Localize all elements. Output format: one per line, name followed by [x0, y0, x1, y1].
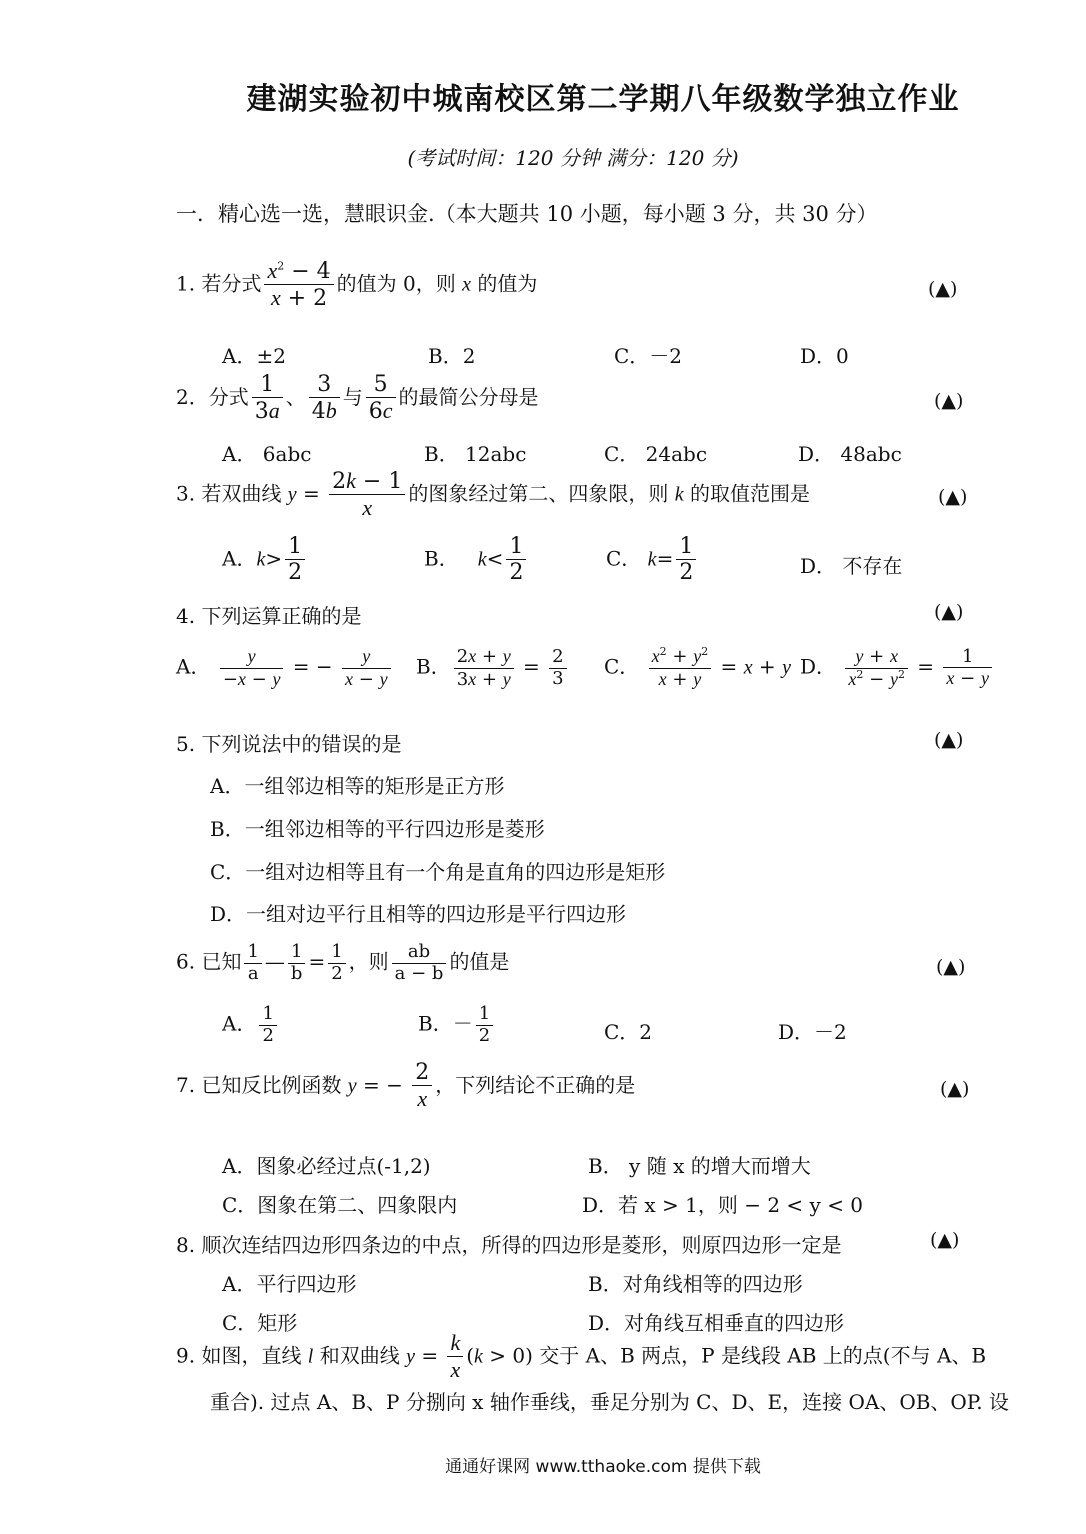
q4-option-b: B． $\frac{2x + y}{3x + y}$ = $\frac{2}{3}$: [416, 646, 570, 690]
q3-option-d: D． 不存在: [800, 554, 903, 578]
q8-option-c: C．矩形: [222, 1311, 298, 1335]
page-title: 建湖实验初中城南校区第二学期八年级数学独立作业: [246, 82, 960, 117]
answer-mark-2: (▲): [934, 390, 964, 412]
q1-option-d: D．0: [800, 344, 849, 368]
q1-option-c: C．－2: [614, 344, 683, 368]
q2-fraction-1: $\frac{1}{3a}$: [252, 372, 283, 425]
q8-option-a: A．平行四边形: [222, 1272, 357, 1296]
question-9-line-1: 9. 如图，直线 l 和双曲线 y = $\frac{k}{x}$ (k > 0) 交于 A、B 两点，P 是线段 AB 上的点(不与 A、B: [176, 1330, 987, 1383]
q4-option-d: D． $\frac{y + x}{x^2 - y^2}$ = $\frac{1}{x - y}$: [800, 646, 995, 690]
question-3: 3. 若双曲线 y = $\frac{2k - 1}{x}$ 的图象经过第二、四象限，则 k 的取值范围是: [176, 468, 810, 521]
exam-info: (考试时间：120 分钟 满分：120 分): [407, 146, 739, 170]
question-4: 4. 下列运算正确的是: [176, 604, 362, 628]
question-7: 7. 已知反比例函数 y = − $\frac{2}{x}$ ，下列结论不正确的是: [176, 1060, 636, 1112]
answer-mark-3: (▲): [938, 486, 968, 508]
q3-option-a: A．k> $\frac{1}{2}$: [222, 534, 308, 586]
q2-option-d: D． 48abc: [798, 442, 902, 466]
q6-option-d: D．－2: [778, 1020, 847, 1044]
q7-text-2: ，下列结论不正确的是: [435, 1072, 636, 1097]
q7-option-a: A．图象必经过点(-1,2): [222, 1154, 431, 1178]
q1-option-a: A．±2: [222, 344, 286, 368]
answer-mark-5: (▲): [934, 729, 964, 751]
q6-text: 6. 已知: [176, 949, 242, 974]
question-2: [176, 372, 539, 425]
q3-option-b: B． k< $\frac{1}{2}$: [424, 534, 529, 586]
question-1: [176, 258, 537, 312]
q7-option-d: D．若 x > 1，则 − 2 < y < 0: [582, 1193, 864, 1217]
q2-fraction-3: $\frac{5}{6c}$: [366, 372, 396, 425]
q2-option-c: C． 24abc: [604, 442, 708, 466]
q1-var: x: [462, 273, 471, 296]
page-footer: 通通好课网 www.tthaoke.com 提供下载: [445, 1457, 761, 1477]
answer-mark-6: (▲): [936, 956, 966, 978]
answer-mark-7: (▲): [940, 1078, 970, 1100]
q8-option-d: D．对角线互相垂直的四边形: [588, 1311, 845, 1335]
q6-option-a: A． $\frac{1}{2}$: [222, 1004, 280, 1046]
q3-var: k: [674, 483, 684, 506]
q2-sep-2: 与: [342, 384, 363, 409]
q2-option-b: B． 12abc: [424, 442, 527, 466]
q3-text: 3. 若双曲线: [176, 481, 288, 506]
q5-option-b: B．一组邻边相等的平行四边形是菱形: [210, 817, 545, 841]
q2-sep-1: 、: [285, 384, 306, 409]
q6-option-c: C．2: [604, 1020, 653, 1044]
q3-fraction: $\frac{2k - 1}{x}$: [329, 468, 405, 522]
q5-option-c: C．一组对边相等且有一个角是直角的四边形是矩形: [210, 860, 666, 884]
q7-option-c: C．图象在第二、四象限内: [222, 1193, 458, 1217]
question-9-line-2: 重合). 过点 A、B、P 分捌向 x 轴作垂线，垂足分别为 C、D、E，连接 OA、OB、OP. 设: [210, 1390, 1009, 1414]
answer-mark-1: (▲): [928, 278, 958, 300]
q1-text: 1. 若分式: [176, 271, 262, 296]
question-6: 6. 已知 $\frac{1}{a}$ — $\frac{1}{b}$ = $\frac{1}{2}$ ，则 $\frac{ab}{a - b}$ 的值是: [176, 941, 510, 984]
q3-option-c: C． k= $\frac{1}{2}$: [606, 534, 699, 586]
q1-text-3: 的值为: [470, 271, 538, 296]
q4-option-a: A． $\frac{y}{-x - y}$ = − $\frac{y}{x - y}$: [176, 646, 394, 690]
q1-option-b: B．2: [428, 344, 476, 368]
answer-mark-8: (▲): [930, 1229, 960, 1251]
q8-option-b: B．对角线相等的四边形: [588, 1272, 803, 1296]
q5-option-a: A．一组邻边相等的矩形是正方形: [210, 774, 505, 798]
q3-text-2: 的图象经过第二、四象限，则: [408, 481, 675, 506]
q1-text-2: 的值为 0，则: [336, 271, 463, 296]
q6-option-b: B．－ $\frac{1}{2}$: [418, 1004, 496, 1046]
section-heading: 一．精心选一选，慧眼识金.（本大题共 10 小题，每小题 3 分，共 30 分）: [176, 202, 878, 226]
q5-option-d: D．一组对边平行且相等的四边形是平行四边形: [210, 902, 627, 926]
q2-text-2: 的最简公分母是: [398, 384, 539, 409]
q1-fraction: $\frac{x^2 - 4}{x + 2}$: [264, 258, 333, 312]
q6-text-2: ，则: [348, 949, 389, 974]
q2-text: 2．分式: [176, 384, 249, 409]
q6-text-3: 的值是: [449, 949, 510, 974]
q2-option-a: A． 6abc: [222, 442, 312, 466]
q3-text-3: 的取值范围是: [683, 481, 810, 506]
q7-text: 7. 已知反比例函数: [176, 1072, 348, 1097]
question-8: 8. 顺次连结四边形四条边的中点，所得的四边形是菱形，则原四边形一定是: [176, 1233, 842, 1257]
q2-fraction-2: $\frac{3}{4b}$: [309, 372, 340, 425]
answer-mark-4: (▲): [934, 601, 964, 623]
question-5: 5. 下列说法中的错误的是: [176, 732, 402, 756]
q7-option-b: B． y 随 x 的增大而增大: [588, 1154, 811, 1178]
q4-option-c: C． $\frac{x^2 + y^2}{x + y}$ = x + y: [604, 645, 791, 690]
